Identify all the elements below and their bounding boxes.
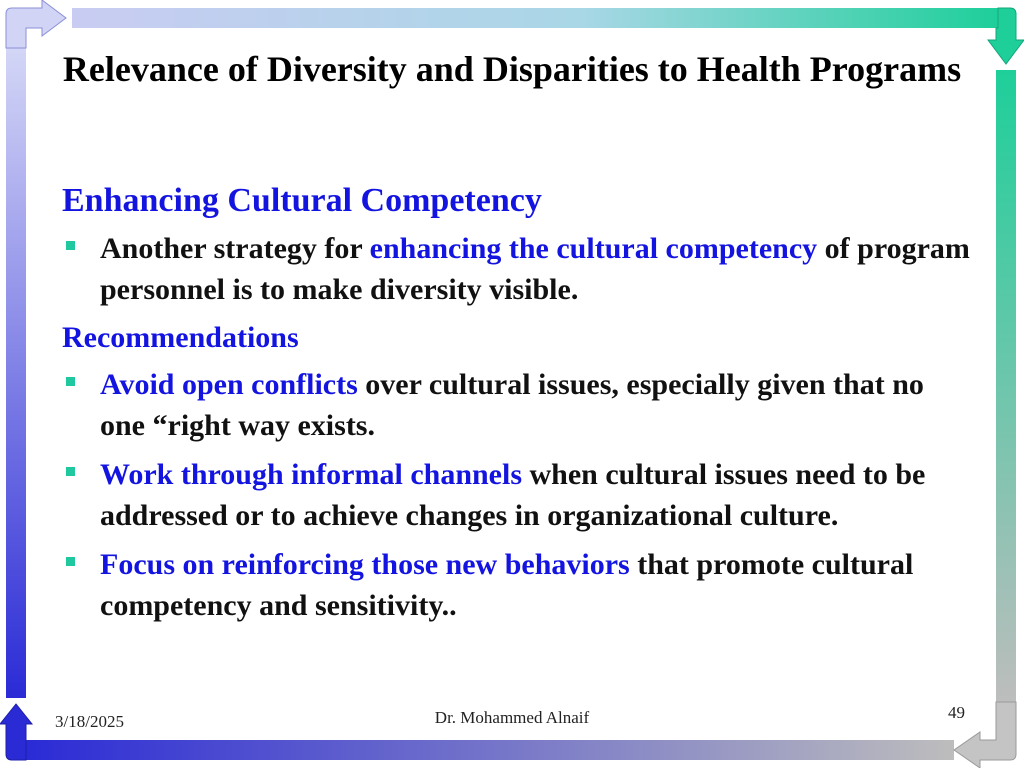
slide-number: 49 [948,703,965,722]
bullet-highlight: enhancing the cultural competency [369,232,818,265]
recommendations-heading: Recommendations [62,321,299,354]
footer-author: Dr. Mohammed Alnaif [434,708,590,727]
frame-right-bar [996,70,1016,702]
bullet-item [62,228,972,310]
bullet-square-icon [66,557,75,566]
frame-left-bar [6,48,26,698]
bullet-text: Another strategy for [100,232,370,265]
bullet-square-icon [66,467,75,476]
frame-bottom-bar [26,740,954,760]
bullet-item [62,454,972,536]
section-heading: Enhancing Cultural Competency [62,182,542,219]
bullet-text: over cultural issues, especially given that no one “right way exists. [100,368,924,442]
bullet-square-icon [66,377,75,386]
bullet-highlight: Focus on reinforcing those new behaviors [100,548,630,581]
bullet-text: that promote cultural competency and sensitivity.. [100,548,914,622]
bullet-item [62,544,972,626]
bullet-highlight: Work through informal channels [100,458,523,491]
frame-arrow-top-left-icon [6,0,66,48]
bullet-item [62,364,972,446]
slide-body [62,178,972,634]
bullet-square-icon [66,241,75,250]
frame-top-bar [72,8,998,28]
bullet-highlight: Avoid open conflicts [100,368,358,401]
bullet-text: when cultural issues need to be addressed or to achieve changes in organizational culture. [100,458,926,532]
slide-title: Relevance of Diversity and Disparities to Health Programs [62,49,962,89]
bullet-text: of program personnel is to make diversity visible. [100,232,970,306]
footer-date: 3/18/2025 [55,712,124,731]
